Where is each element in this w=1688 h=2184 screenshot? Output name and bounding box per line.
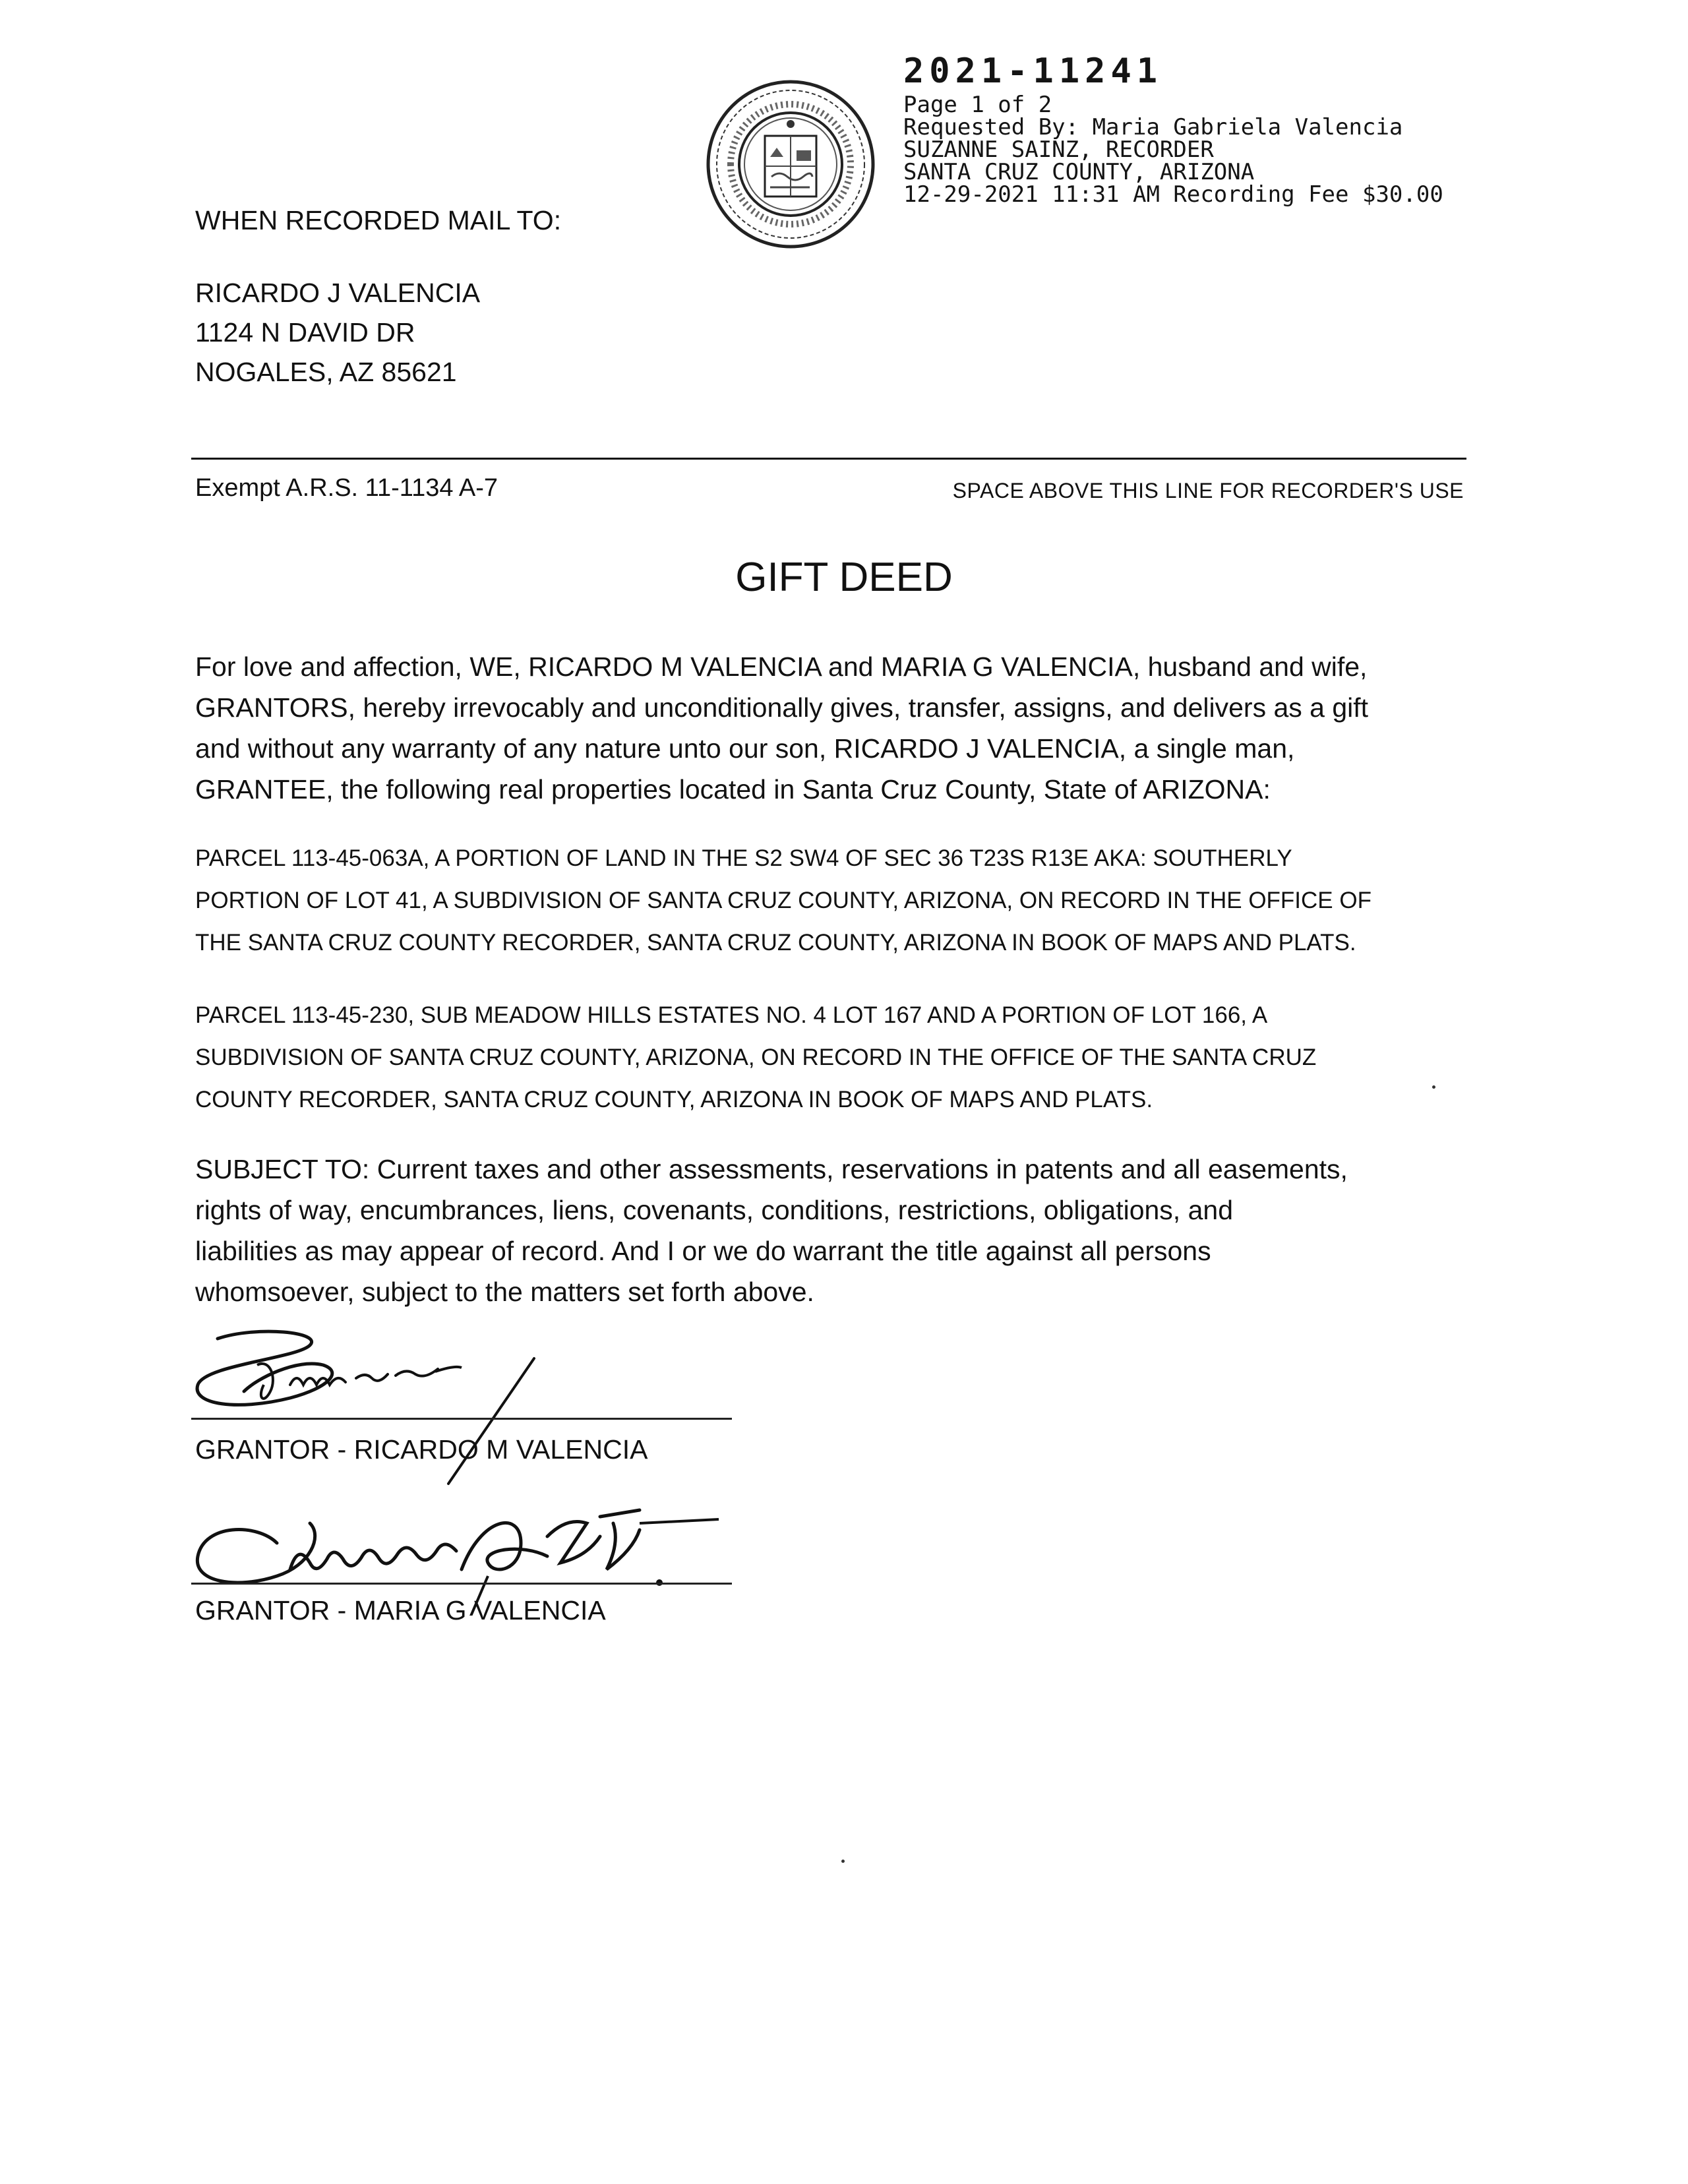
parcel-line: COUNTY RECORDER, SANTA CRUZ COUNTY, ARIZONA IN BOOK OF MAPS AND PLATS. xyxy=(195,1087,1153,1112)
grant-line: GRANTORS, hereby irrevocably and unconditionally gives, transfer, assigns, and delivers as a gift xyxy=(195,692,1369,723)
mail-to-heading: WHEN RECORDED MAIL TO: xyxy=(195,205,562,235)
exempt-statute: Exempt A.R.S. 11-1134 A-7 xyxy=(195,474,498,502)
grant-line: For love and affection, WE, RICARDO M VALENCIA and MARIA G VALENCIA, husband and wife, xyxy=(195,652,1368,682)
grantor-label: GRANTOR - MARIA G VALENCIA xyxy=(195,1595,606,1625)
grant-paragraph xyxy=(195,646,1501,810)
recording-stamp xyxy=(903,51,1589,206)
parcel-line: PORTION OF LOT 41, A SUBDIVISION OF SANTA CRUZ COUNTY, ARIZONA, ON RECORD IN THE OFFICE OF xyxy=(195,888,1372,913)
subject-line: whomsoever, subject to the matters set forth above. xyxy=(195,1277,814,1307)
page-indicator: Page 1 of 2 xyxy=(903,92,1052,118)
requested-by: Requested By: Maria Gabriela Valencia xyxy=(903,114,1403,140)
stray-mark xyxy=(1432,1085,1435,1089)
parcel-line: SUBDIVISION OF SANTA CRUZ COUNTY, ARIZONA, ON RECORD IN THE OFFICE OF THE SANTA CRUZ xyxy=(195,1045,1317,1070)
recorder-use-note: SPACE ABOVE THIS LINE FOR RECORDER'S USE xyxy=(952,479,1464,502)
grantor-label: GRANTOR - RICARDO M VALENCIA xyxy=(195,1434,648,1465)
subject-line: liabilities as may appear of record. And I or we do warrant the title against all persons xyxy=(195,1236,1211,1266)
recorder-county: SANTA CRUZ COUNTY, ARIZONA xyxy=(903,159,1255,185)
parcel-line: THE SANTA CRUZ COUNTY RECORDER, SANTA CRUZ COUNTY, ARIZONA IN BOOK OF MAPS AND PLATS. xyxy=(195,930,1356,956)
stray-mark xyxy=(841,1860,845,1863)
mail-to-street: 1124 N DAVID DR xyxy=(195,317,415,348)
signature-line xyxy=(191,1583,732,1585)
parcel-description-1 xyxy=(195,837,1501,964)
subject-to-paragraph xyxy=(195,1149,1501,1312)
recorder-name: SUZANNE SAINZ, RECORDER xyxy=(903,136,1214,163)
page-title: GIFT DEED xyxy=(735,555,953,600)
parcel-description-2 xyxy=(195,994,1501,1121)
county-seal-icon xyxy=(704,78,877,251)
grant-line: and without any warranty of any nature unto our son, RICARDO J VALENCIA, a single man, xyxy=(195,733,1295,764)
recorder-divider xyxy=(191,458,1466,460)
recording-date-fee: 12-29-2021 11:31 AM Recording Fee $30.00 xyxy=(903,181,1443,208)
document-number: 2021-11241 xyxy=(903,51,1163,91)
mail-to-city: NOGALES, AZ 85621 xyxy=(195,357,457,387)
parcel-line: PARCEL 113-45-230, SUB MEADOW HILLS ESTATES NO. 4 LOT 167 AND A PORTION OF LOT 166, A xyxy=(195,1002,1268,1028)
parcel-line: PARCEL 113-45-063A, A PORTION OF LAND IN THE S2 SW4 OF SEC 36 T23S R13E AKA: SOUTHERLY xyxy=(195,845,1292,871)
mail-to-address xyxy=(195,273,480,392)
mail-to-name: RICARDO J VALENCIA xyxy=(195,278,481,308)
signature-line xyxy=(191,1418,732,1420)
subject-line: SUBJECT TO: Current taxes and other assessments, reservations in patents and all easements, xyxy=(195,1154,1348,1184)
subject-line: rights of way, encumbrances, liens, covenants, conditions, restrictions, obligations, and xyxy=(195,1195,1233,1225)
grant-line: GRANTEE, the following real properties located in Santa Cruz County, State of ARIZONA: xyxy=(195,774,1271,804)
